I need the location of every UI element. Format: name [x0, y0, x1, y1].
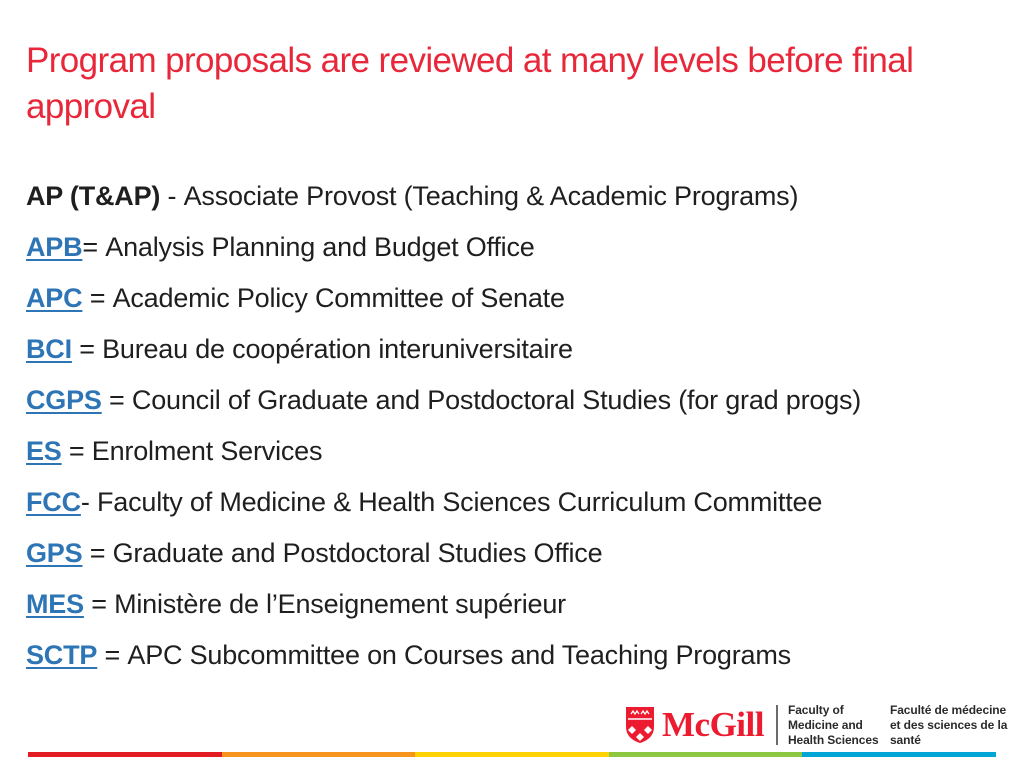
- abbr-link-mes[interactable]: MES: [26, 589, 84, 619]
- definition-row: [26, 531, 1016, 582]
- abbr-ap-tap: AP (T&AP): [26, 181, 161, 211]
- abbr-link-es[interactable]: ES: [26, 436, 62, 466]
- definition-row: [26, 174, 1016, 225]
- mcgill-crest-icon: [625, 706, 655, 744]
- faculty-name-fr: Faculté de médecine et des sciences de la santé: [889, 702, 1008, 747]
- definition-row: [26, 225, 1016, 276]
- definition-separator: -: [80, 487, 97, 517]
- mcgill-logo: [625, 703, 1008, 747]
- abbr-link-apc[interactable]: APC: [26, 283, 83, 313]
- definition-text: Ministère de l’Enseignement supérieur: [114, 589, 566, 619]
- definition-separator: -: [160, 181, 184, 211]
- stripe-segment: [222, 752, 416, 757]
- stripe-segment: [415, 752, 609, 757]
- abbr-link-apb[interactable]: APB: [26, 232, 83, 262]
- definition-text: Enrolment Services: [91, 436, 323, 466]
- faculty-name-en: Faculty of Medicine and Health Sciences: [787, 702, 879, 747]
- stripe-segment: [802, 752, 996, 757]
- definition-separator: =: [101, 385, 132, 415]
- definition-row: [26, 480, 1016, 531]
- slide-title: Program proposals are reviewed at many levels before final approval: [26, 41, 914, 126]
- definition-text: Analysis Planning and Budget Office: [105, 232, 535, 262]
- abbr-link-gps[interactable]: GPS: [26, 538, 83, 568]
- definition-text: APC Subcommittee on Courses and Teaching Programs: [127, 640, 791, 670]
- definition-separator: =: [82, 232, 106, 262]
- stripe-segment: [609, 752, 803, 757]
- definition-separator: =: [61, 436, 92, 466]
- definition-text: Council of Graduate and Postdoctoral Studies (for grad progs): [131, 385, 862, 415]
- definition-row: [26, 582, 1016, 633]
- definition-text: Graduate and Postdoctoral Studies Office: [112, 538, 603, 568]
- color-stripe: [28, 752, 996, 757]
- logo-divider: [776, 705, 778, 745]
- definition-text: Faculty of Medicine & Health Sciences Curriculum Committee: [96, 487, 823, 517]
- definition-row: [26, 327, 1016, 378]
- definitions-list: [26, 174, 1016, 684]
- abbr-link-fcc[interactable]: FCC: [26, 487, 81, 517]
- definition-text: Associate Provost (Teaching & Academic Programs): [183, 181, 799, 211]
- abbr-link-cgps[interactable]: CGPS: [26, 385, 102, 415]
- definition-separator: =: [71, 334, 103, 364]
- stripe-segment: [28, 752, 222, 757]
- definition-separator: =: [97, 640, 128, 670]
- definition-row: [26, 276, 1016, 327]
- definition-row: [26, 633, 1016, 684]
- definition-separator: =: [83, 589, 115, 619]
- definition-row: [26, 429, 1016, 480]
- mcgill-wordmark: McGill: [662, 705, 764, 744]
- definition-text: Bureau de coopération interuniversitaire: [102, 334, 573, 364]
- definition-separator: =: [82, 283, 113, 313]
- abbr-link-bci[interactable]: BCI: [26, 334, 72, 364]
- abbr-link-sctp[interactable]: SCTP: [26, 640, 98, 670]
- definition-text: Academic Policy Committee of Senate: [112, 283, 565, 313]
- definition-separator: =: [82, 538, 113, 568]
- definition-row: [26, 378, 1016, 429]
